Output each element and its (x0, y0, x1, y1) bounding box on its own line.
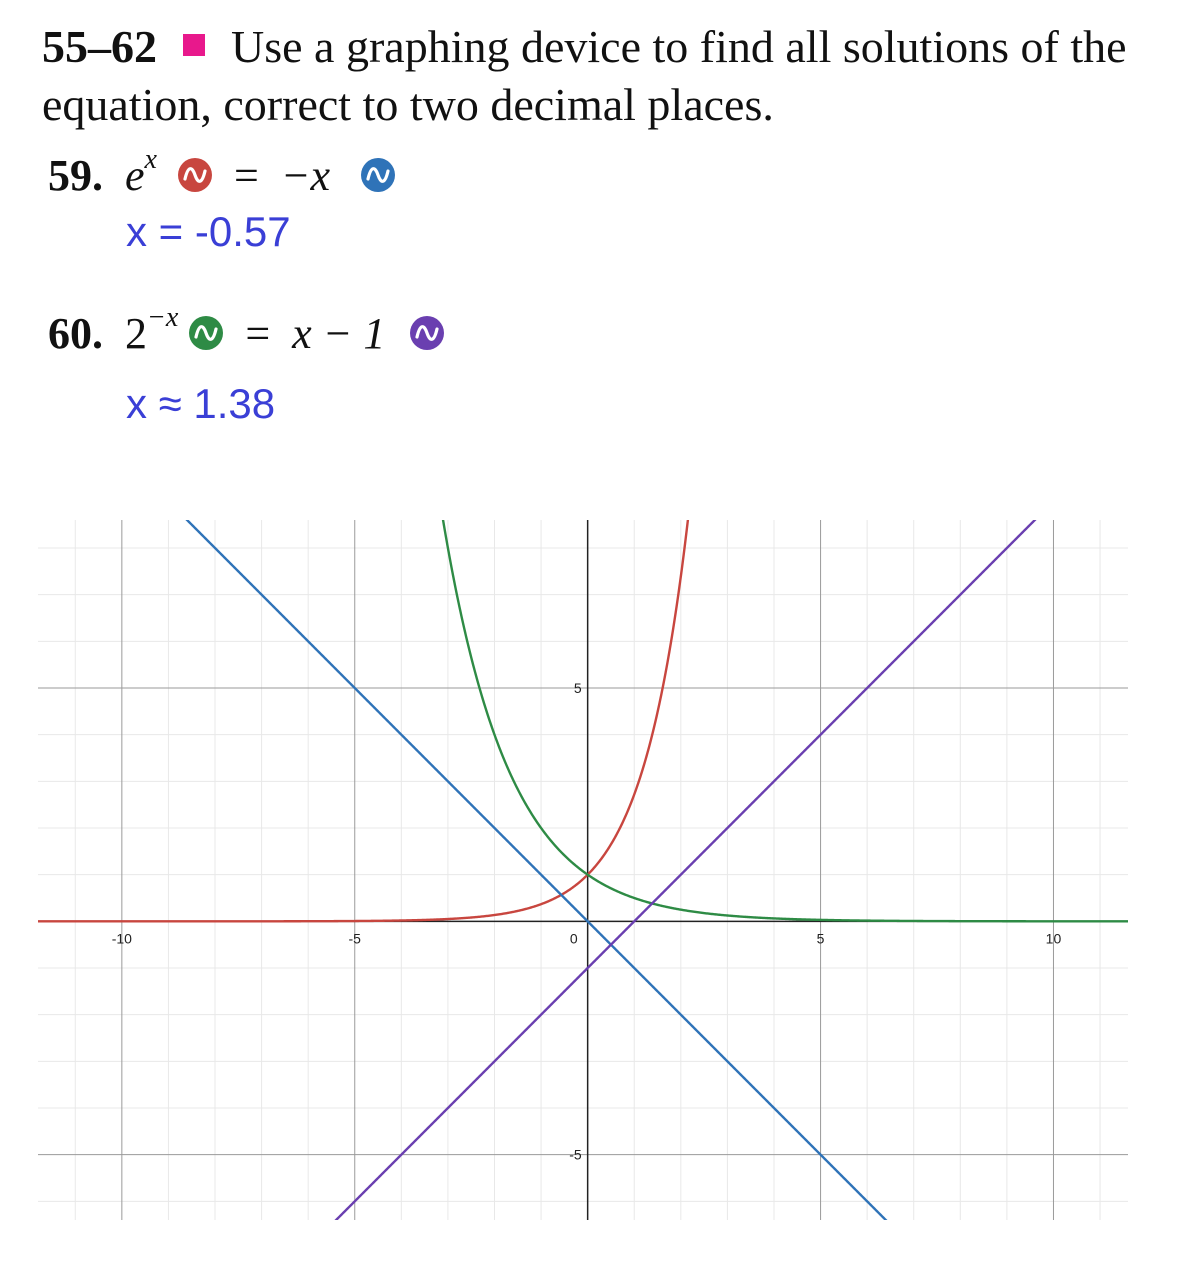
wave-icon-red[interactable] (178, 158, 212, 192)
problem-59 (48, 144, 395, 201)
answer-59: x = -0.57 (126, 208, 291, 255)
answer-60: x ≈ 1.38 (126, 380, 276, 427)
problem-number: 59. (48, 151, 103, 200)
problem-number: 60. (48, 309, 103, 358)
wave-icon-purple[interactable] (410, 316, 444, 350)
rhs-expression: x − 1 (292, 309, 386, 358)
x-tick-label: -5 (348, 930, 361, 947)
lhs-base: e (125, 151, 145, 200)
series-curve-3 (439, 520, 1128, 921)
equals-sign: = (245, 309, 271, 358)
series-curve-4 (313, 520, 1058, 1220)
lhs-exponent: −x (147, 302, 179, 333)
y-tick-label: 5 (573, 680, 582, 696)
lhs-exponent: x (144, 144, 157, 175)
wave-icon-green[interactable] (189, 316, 223, 350)
wave-icon-blue[interactable] (361, 158, 395, 192)
equals-sign: = (233, 151, 259, 200)
series-curve-1 (38, 520, 690, 921)
rhs-expression: −x (280, 151, 331, 200)
x-tick-label: -10 (111, 930, 132, 947)
series-curve-2 (164, 520, 908, 1220)
x-tick-label: 5 (816, 930, 825, 947)
lhs-base: 2 (125, 309, 147, 358)
function-graph[interactable] (38, 520, 1128, 1220)
x-tick-label: 0 (569, 930, 578, 947)
problem-60 (48, 302, 444, 359)
x-tick-label: 10 (1045, 930, 1062, 947)
y-tick-label: -5 (569, 1146, 582, 1163)
exercise-header (42, 18, 1172, 134)
exercise-instructions: Use a graphing device to find all solutions of the equation, correct to two decimal places. (42, 21, 1127, 130)
pink-square-marker (183, 34, 205, 56)
exercise-range: 55–62 (42, 21, 157, 72)
